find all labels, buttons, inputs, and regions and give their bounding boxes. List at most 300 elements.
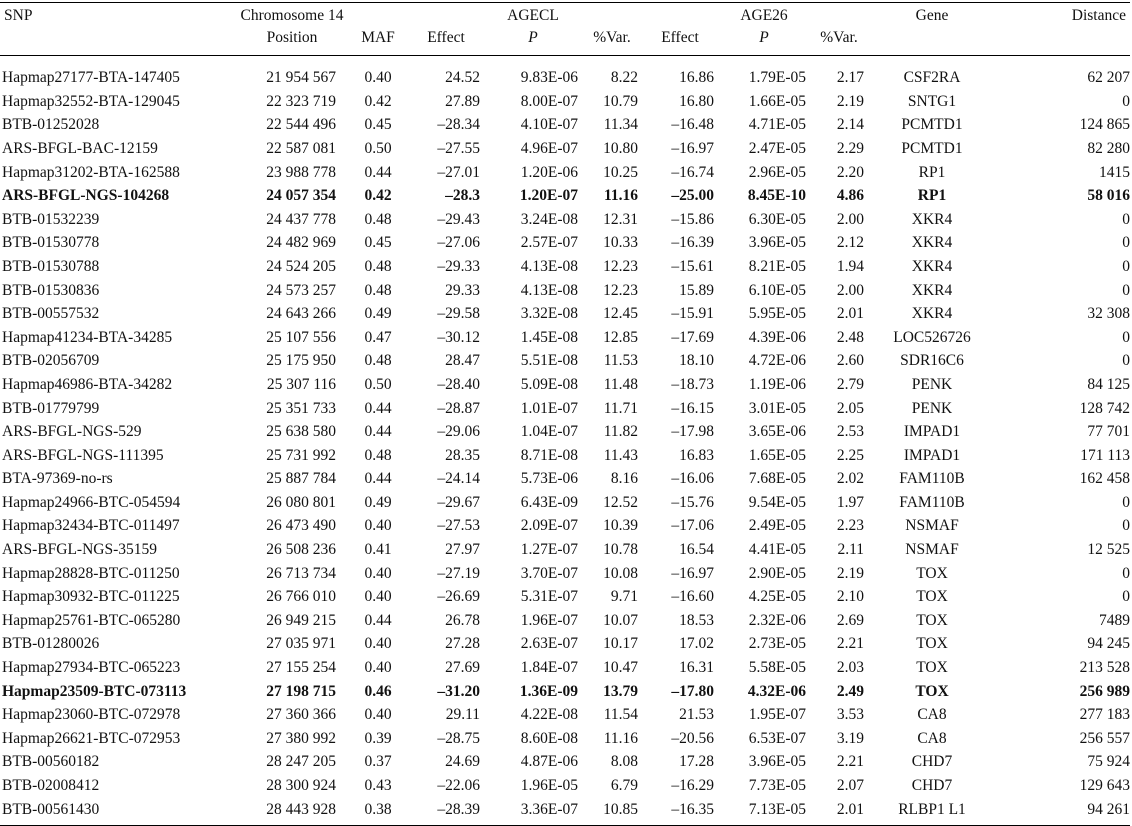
- cell-p-agecl: 4.13E-08: [520, 281, 578, 299]
- cell-position: 28 300 924: [266, 777, 336, 795]
- table-row: [0, 184, 1130, 208]
- cell-snp: Hapmap23509-BTC-073113: [2, 682, 187, 700]
- cell-gene: FAM110B: [899, 493, 965, 511]
- cell-var-age26: 2.10: [836, 588, 864, 606]
- cell-maf: 0.41: [364, 541, 392, 559]
- table-row: [0, 137, 1130, 161]
- cell-p-agecl: 8.00E-07: [520, 92, 578, 110]
- cell-distance: 0: [1122, 493, 1130, 511]
- cell-p-agecl: 4.10E-07: [520, 116, 578, 134]
- cell-p-age26: 1.19E-06: [748, 375, 806, 393]
- cell-gene: FAM110B: [899, 470, 965, 488]
- cell-maf: 0.48: [364, 281, 392, 299]
- cell-var-agecl: 12.85: [603, 328, 638, 346]
- cell-position: 24 573 257: [266, 281, 336, 299]
- cell-p-agecl: 2.57E-07: [520, 234, 578, 252]
- cell-effect-age26: –15.61: [671, 257, 714, 275]
- cell-var-agecl: 8.22: [610, 69, 638, 86]
- cell-distance: 32 308: [1087, 305, 1130, 323]
- table-row: [0, 90, 1130, 114]
- cell-effect-age26: –15.76: [671, 493, 714, 511]
- cell-p-age26: 2.90E-05: [748, 564, 806, 582]
- table-row: [0, 656, 1130, 680]
- cell-var-agecl: 6.79: [610, 777, 638, 795]
- cell-var-agecl: 11.34: [603, 116, 638, 134]
- cell-p-agecl: 1.96E-07: [520, 611, 578, 629]
- header-effect-agecl: Effect: [408, 29, 484, 56]
- cell-p-agecl: 1.04E-07: [520, 423, 578, 441]
- cell-var-age26: 2.69: [836, 611, 864, 629]
- cell-position: 23 988 778: [266, 163, 336, 181]
- header-blank-snp: [0, 29, 236, 56]
- cell-effect-age26: –16.48: [671, 116, 714, 134]
- cell-var-agecl: 10.07: [603, 611, 638, 629]
- cell-effect-age26: –17.69: [671, 328, 714, 346]
- cell-effect-agecl: 24.69: [445, 753, 480, 771]
- cell-var-age26: 1.97: [836, 493, 864, 511]
- cell-distance: 62 207: [1087, 69, 1130, 86]
- cell-var-agecl: 9.71: [610, 588, 638, 606]
- header-var-agecl: %Var.: [582, 29, 642, 56]
- cell-maf: 0.44: [364, 611, 392, 629]
- cell-snp: ARS-BFGL-NGS-529: [2, 423, 142, 441]
- cell-distance: 77 701: [1087, 423, 1130, 441]
- table-row: [0, 114, 1130, 138]
- cell-position: 26 766 010: [266, 588, 336, 606]
- cell-snp: Hapmap30932-BTC-011225: [2, 588, 180, 606]
- cell-gene: XKR4: [911, 257, 953, 275]
- cell-position: 26 713 734: [266, 564, 336, 582]
- cell-position: 22 544 496: [266, 116, 336, 134]
- header-maf: MAF: [348, 29, 408, 56]
- cell-position: 24 482 969: [266, 234, 336, 252]
- cell-snp: BTB-01532239: [2, 210, 100, 228]
- cell-position: 27 198 715: [266, 682, 336, 700]
- cell-p-agecl: 9.83E-06: [520, 69, 578, 86]
- cell-distance: 0: [1122, 564, 1130, 582]
- cell-maf: 0.48: [364, 352, 392, 370]
- cell-distance: 256 557: [1079, 729, 1130, 747]
- cell-effect-agecl: –27.55: [437, 139, 480, 157]
- cell-var-agecl: 11.43: [603, 446, 638, 464]
- cell-distance: 12 525: [1087, 541, 1130, 559]
- cell-var-agecl: 10.79: [603, 92, 638, 110]
- cell-maf: 0.38: [348, 798, 408, 826]
- cell-var-age26: 3.53: [836, 706, 864, 724]
- cell-var-agecl: 10.39: [603, 517, 638, 535]
- cell-var-agecl: 12.31: [603, 210, 638, 228]
- cell-effect-age26: –17.98: [671, 423, 714, 441]
- cell-snp: BTB-01252028: [2, 116, 100, 134]
- cell-distance: 0: [1122, 281, 1130, 299]
- table-row: [0, 703, 1130, 727]
- cell-gene: LOC526726: [893, 328, 971, 346]
- cell-gene: TOX: [915, 682, 949, 700]
- cell-var-age26: 2.53: [836, 423, 864, 441]
- cell-var-agecl: 11.71: [603, 399, 638, 417]
- cell-effect-age26: 21.53: [679, 706, 714, 724]
- cell-position: 27 380 992: [266, 729, 336, 747]
- cell-gene: PENK: [911, 399, 953, 417]
- cell-p-age26: 3.96E-05: [748, 753, 806, 771]
- cell-effect-age26: 18.10: [679, 352, 714, 370]
- cell-snp: BTB-00560182: [2, 753, 100, 771]
- cell-maf: 0.50: [364, 139, 392, 157]
- cell-position: 21 954 567: [266, 69, 336, 86]
- cell-var-agecl: 11.16: [603, 729, 638, 747]
- cell-p-age26: 4.39E-06: [748, 328, 806, 346]
- cell-effect-age26: 16.54: [679, 541, 714, 559]
- cell-snp: Hapmap46986-BTA-34282: [2, 375, 173, 393]
- cell-effect-agecl: 26.78: [445, 611, 480, 629]
- cell-maf: 0.43: [364, 777, 392, 795]
- cell-effect-age26: –16.97: [671, 564, 714, 582]
- cell-position: 27 155 254: [266, 659, 336, 677]
- cell-distance: 0: [1122, 328, 1130, 346]
- cell-snp: BTB-01779799: [2, 399, 100, 417]
- cell-p-age26: 1.95E-07: [748, 706, 806, 724]
- cell-gene: CSF2RA: [903, 69, 961, 86]
- cell-effect-age26: –25.00: [671, 187, 714, 205]
- cell-p-agecl: 1.20E-06: [520, 163, 578, 181]
- cell-var-age26: 2.60: [836, 352, 864, 370]
- cell-var-agecl: 10.17: [603, 635, 638, 653]
- table-row: [0, 56, 1130, 91]
- cell-gene: NSMAF: [905, 541, 959, 559]
- cell-distance: 124 865: [1079, 116, 1130, 134]
- cell-p-agecl: 1.84E-07: [520, 659, 578, 677]
- cell-p-agecl: 5.51E-08: [520, 352, 578, 370]
- cell-maf: 0.37: [364, 753, 392, 771]
- cell-effect-age26: –20.56: [671, 729, 714, 747]
- cell-gene: IMPAD1: [903, 446, 961, 464]
- cell-distance: 0: [1122, 234, 1130, 252]
- cell-snp: ARS-BFGL-NGS-111395: [2, 446, 164, 464]
- header-blank-effect2: [642, 3, 718, 30]
- cell-p-agecl: 3.36E-07: [484, 798, 582, 826]
- cell-effect-age26: –18.73: [671, 375, 714, 393]
- header-distance: Distance: [996, 3, 1130, 30]
- cell-effect-age26: 17.28: [679, 753, 714, 771]
- header-effect-age26: Effect: [642, 29, 718, 56]
- table-row: [0, 609, 1130, 633]
- cell-p-age26: 8.21E-05: [748, 257, 806, 275]
- cell-effect-agecl: –28.87: [437, 399, 480, 417]
- cell-position: 27 035 971: [266, 635, 336, 653]
- cell-effect-agecl: –28.3: [445, 187, 480, 205]
- cell-p-age26: 3.96E-05: [748, 234, 806, 252]
- cell-effect-agecl: –27.53: [437, 517, 480, 535]
- table-row: [0, 491, 1130, 515]
- cell-p-agecl: 8.60E-08: [520, 729, 578, 747]
- cell-snp: Hapmap31202-BTA-162588: [2, 163, 180, 181]
- table-header: [0, 3, 1130, 56]
- cell-maf: 0.40: [364, 517, 392, 535]
- cell-var-age26: 2.12: [836, 234, 864, 252]
- cell-var-age26: 2.79: [836, 375, 864, 393]
- cell-maf: 0.42: [364, 92, 392, 110]
- cell-snp: BTB-02056709: [2, 352, 100, 370]
- cell-p-agecl: 1.36E-09: [519, 682, 578, 700]
- cell-gene: CHD7: [911, 777, 953, 795]
- cell-effect-age26: –16.97: [671, 139, 714, 157]
- cell-var-agecl: 10.47: [603, 659, 638, 677]
- cell-var-age26: 2.01: [836, 305, 864, 323]
- cell-distance: 94 245: [1087, 635, 1130, 653]
- cell-var-agecl: 10.78: [603, 541, 638, 559]
- cell-position: 28 443 928: [236, 798, 348, 826]
- table-row: [0, 562, 1130, 586]
- cell-effect-agecl: 29.11: [445, 706, 480, 724]
- cell-var-age26: 2.23: [836, 517, 864, 535]
- cell-position: 27 360 366: [266, 706, 336, 724]
- cell-maf: 0.40: [364, 706, 392, 724]
- cell-effect-age26: 17.02: [679, 635, 714, 653]
- cell-snp: BTA-97369-no-rs: [2, 470, 113, 488]
- table-row: [0, 727, 1130, 751]
- cell-effect-agecl: 28.35: [445, 446, 480, 464]
- cell-var-age26: 4.86: [836, 187, 864, 205]
- cell-snp: Hapmap41234-BTA-34285: [2, 328, 173, 346]
- cell-snp: ARS-BFGL-BAC-12159: [2, 139, 158, 157]
- cell-effect-agecl: –29.06: [437, 423, 480, 441]
- cell-p-age26: 4.25E-05: [748, 588, 806, 606]
- cell-distance: 277 183: [1079, 706, 1130, 724]
- cell-effect-age26: –17.06: [671, 517, 714, 535]
- cell-var-age26: 2.21: [836, 635, 864, 653]
- cell-effect-agecl: –24.14: [437, 470, 480, 488]
- cell-maf: 0.46: [364, 682, 392, 700]
- cell-snp: Hapmap28828-BTC-011250: [2, 564, 180, 582]
- cell-p-agecl: 5.09E-08: [520, 375, 578, 393]
- cell-var-age26: 2.00: [836, 210, 864, 228]
- table-row: [0, 633, 1130, 657]
- cell-var-agecl: 11.53: [603, 352, 638, 370]
- cell-snp: Hapmap26621-BTC-072953: [2, 729, 181, 747]
- cell-p-age26: 7.68E-05: [748, 470, 806, 488]
- cell-maf: 0.44: [364, 163, 392, 181]
- cell-position: 28 247 205: [266, 753, 336, 771]
- cell-gene: SDR16C6: [900, 352, 964, 370]
- cell-var-agecl: 10.85: [582, 798, 642, 826]
- cell-effect-age26: –16.29: [671, 777, 714, 795]
- cell-maf: 0.44: [364, 399, 392, 417]
- header-p-agecl: P: [484, 29, 582, 56]
- table-row: [0, 420, 1130, 444]
- table-row: [0, 468, 1130, 492]
- header-blank-distance: [996, 29, 1130, 56]
- cell-gene: RP1: [918, 163, 946, 181]
- cell-p-agecl: 5.31E-07: [520, 588, 578, 606]
- cell-p-age26: 2.96E-05: [748, 163, 806, 181]
- cell-var-agecl: 12.52: [603, 493, 638, 511]
- cell-maf: 0.40: [364, 659, 392, 677]
- cell-effect-age26: –16.35: [642, 798, 718, 826]
- cell-var-age26: 2.19: [836, 92, 864, 110]
- cell-p-age26: 1.66E-05: [748, 92, 806, 110]
- cell-gene: PCMTD1: [901, 139, 963, 157]
- cell-distance: 82 280: [1087, 139, 1130, 157]
- table-row: [0, 774, 1130, 798]
- cell-p-age26: 5.58E-05: [748, 659, 806, 677]
- cell-distance: 0: [1122, 210, 1130, 228]
- header-blank-gene: [868, 29, 996, 56]
- cell-maf: 0.39: [364, 729, 392, 747]
- cell-effect-agecl: –29.58: [437, 305, 480, 323]
- header-chromosome: Chromosome 14: [236, 3, 348, 30]
- cell-var-age26: 1.94: [836, 257, 864, 275]
- cell-distance: 129 643: [1079, 777, 1130, 795]
- cell-position: 25 638 580: [266, 423, 336, 441]
- cell-maf: 0.45: [364, 234, 392, 252]
- header-blank-effect1: [408, 3, 484, 30]
- cell-maf: 0.42: [364, 187, 392, 205]
- cell-var-agecl: 10.25: [603, 163, 638, 181]
- cell-distance: 0: [1122, 352, 1130, 370]
- cell-maf: 0.40: [364, 588, 392, 606]
- cell-p-age26: 4.41E-05: [748, 541, 806, 559]
- cell-var-age26: 2.25: [836, 446, 864, 464]
- cell-maf: 0.45: [364, 116, 392, 134]
- cell-p-agecl: 4.87E-06: [520, 753, 578, 771]
- cell-p-age26: 9.54E-05: [748, 493, 806, 511]
- cell-var-age26: 3.19: [836, 729, 864, 747]
- cell-effect-age26: 18.53: [679, 611, 714, 629]
- cell-p-age26: 7.13E-05: [718, 798, 810, 826]
- cell-distance: 162 458: [1079, 470, 1130, 488]
- cell-p-age26: 2.32E-06: [748, 611, 806, 629]
- cell-distance: 7489: [1099, 611, 1130, 629]
- cell-maf: 0.48: [364, 210, 392, 228]
- header-row-2: [0, 29, 1130, 56]
- cell-effect-age26: –15.86: [671, 210, 714, 228]
- cell-position: 25 731 992: [266, 446, 336, 464]
- cell-p-agecl: 1.45E-08: [520, 328, 578, 346]
- cell-effect-agecl: –27.06: [437, 234, 480, 252]
- cell-maf: 0.50: [364, 375, 392, 393]
- header-p-age26: P: [718, 29, 810, 56]
- cell-p-agecl: 1.96E-05: [520, 777, 578, 795]
- cell-distance: 1415: [1099, 163, 1130, 181]
- cell-gene: TOX: [916, 659, 948, 677]
- cell-p-agecl: 6.43E-09: [520, 493, 578, 511]
- cell-position: 24 524 205: [266, 257, 336, 275]
- cell-distance: 0: [1122, 588, 1130, 606]
- cell-position: 24 643 266: [266, 305, 336, 323]
- cell-p-age26: 6.53E-07: [748, 729, 806, 747]
- cell-p-age26: 3.65E-06: [748, 423, 806, 441]
- cell-effect-age26: –16.39: [671, 234, 714, 252]
- cell-effect-age26: 16.86: [679, 69, 714, 86]
- cell-gene: TOX: [916, 635, 948, 653]
- cell-maf: 0.47: [364, 328, 392, 346]
- header-gene: Gene: [868, 3, 996, 30]
- cell-var-agecl: 13.79: [603, 682, 638, 700]
- cell-var-agecl: 12.23: [603, 281, 638, 299]
- cell-effect-age26: –16.06: [671, 470, 714, 488]
- cell-distance: 0: [1122, 92, 1130, 110]
- cell-effect-age26: 16.31: [679, 659, 714, 677]
- cell-snp: Hapmap27177-BTA-147405: [2, 69, 180, 86]
- cell-p-agecl: 1.20E-07: [519, 187, 578, 205]
- cell-var-agecl: 11.16: [603, 187, 638, 205]
- cell-distance: 128 742: [1079, 399, 1130, 417]
- cell-var-age26: 2.21: [836, 753, 864, 771]
- cell-p-agecl: 2.09E-07: [520, 517, 578, 535]
- cell-snp: Hapmap24966-BTC-054594: [2, 493, 181, 511]
- cell-effect-age26: –15.91: [671, 305, 714, 323]
- cell-p-age26: 6.10E-05: [748, 281, 806, 299]
- cell-effect-agecl: –29.43: [437, 210, 480, 228]
- cell-distance: 84 125: [1087, 375, 1130, 393]
- table-row: [0, 798, 1130, 826]
- cell-p-agecl: 5.73E-06: [520, 470, 578, 488]
- table-row: [0, 585, 1130, 609]
- cell-var-agecl: 10.08: [603, 564, 638, 582]
- cell-p-age26: 5.95E-05: [748, 305, 806, 323]
- cell-effect-agecl: –27.01: [437, 163, 480, 181]
- cell-maf: 0.49: [364, 305, 392, 323]
- cell-snp: ARS-BFGL-NGS-35159: [2, 541, 158, 559]
- cell-position: 22 587 081: [266, 139, 336, 157]
- table-row: [0, 373, 1130, 397]
- cell-distance: 171 113: [1080, 446, 1130, 464]
- cell-gene: RP1: [917, 187, 947, 205]
- table-row: [0, 397, 1130, 421]
- cell-p-agecl: 4.96E-07: [520, 139, 578, 157]
- cell-gene: XKR4: [911, 281, 953, 299]
- cell-position: 25 351 733: [266, 399, 336, 417]
- cell-var-agecl: 8.08: [610, 753, 638, 771]
- cell-snp: ARS-BFGL-NGS-104268: [2, 187, 170, 205]
- cell-effect-agecl: –28.39: [408, 798, 484, 826]
- cell-maf: 0.49: [364, 493, 392, 511]
- cell-effect-age26: –16.60: [671, 588, 714, 606]
- cell-var-age26: 2.01: [810, 798, 868, 826]
- cell-maf: 0.40: [364, 69, 392, 86]
- cell-var-age26: 2.19: [836, 564, 864, 582]
- cell-position: 25 107 556: [266, 328, 336, 346]
- cell-distance: 256 989: [1079, 682, 1130, 700]
- header-row-1: [0, 3, 1130, 30]
- cell-gene: PENK: [911, 375, 953, 393]
- cell-position: 24 057 354: [266, 187, 336, 205]
- cell-effect-agecl: 27.69: [445, 659, 480, 677]
- table-row: [0, 279, 1130, 303]
- table-row: [0, 161, 1130, 185]
- cell-gene: XKR4: [911, 234, 953, 252]
- cell-distance: 75 924: [1087, 753, 1130, 771]
- cell-snp: BTB-01530788: [2, 257, 100, 275]
- cell-effect-agecl: –22.06: [437, 777, 480, 795]
- table-row: [0, 350, 1130, 374]
- cell-snp: BTB-01530836: [2, 281, 100, 299]
- cell-effect-agecl: –28.75: [437, 729, 480, 747]
- cell-gene: CA8: [917, 706, 947, 724]
- cell-gene: XKR4: [911, 210, 953, 228]
- cell-effect-agecl: 24.52: [445, 69, 480, 86]
- cell-effect-agecl: –29.33: [437, 257, 480, 275]
- cell-gene: XKR4: [911, 305, 953, 323]
- cell-p-agecl: 3.70E-07: [520, 564, 578, 582]
- cell-var-agecl: 10.33: [603, 234, 638, 252]
- cell-effect-age26: –17.80: [671, 682, 714, 700]
- cell-effect-agecl: –27.19: [437, 564, 480, 582]
- cell-distance: 0: [1122, 257, 1130, 275]
- cell-snp: Hapmap25761-BTC-065280: [2, 611, 181, 629]
- cell-position: 26 473 490: [266, 517, 336, 535]
- table-body: [0, 56, 1130, 826]
